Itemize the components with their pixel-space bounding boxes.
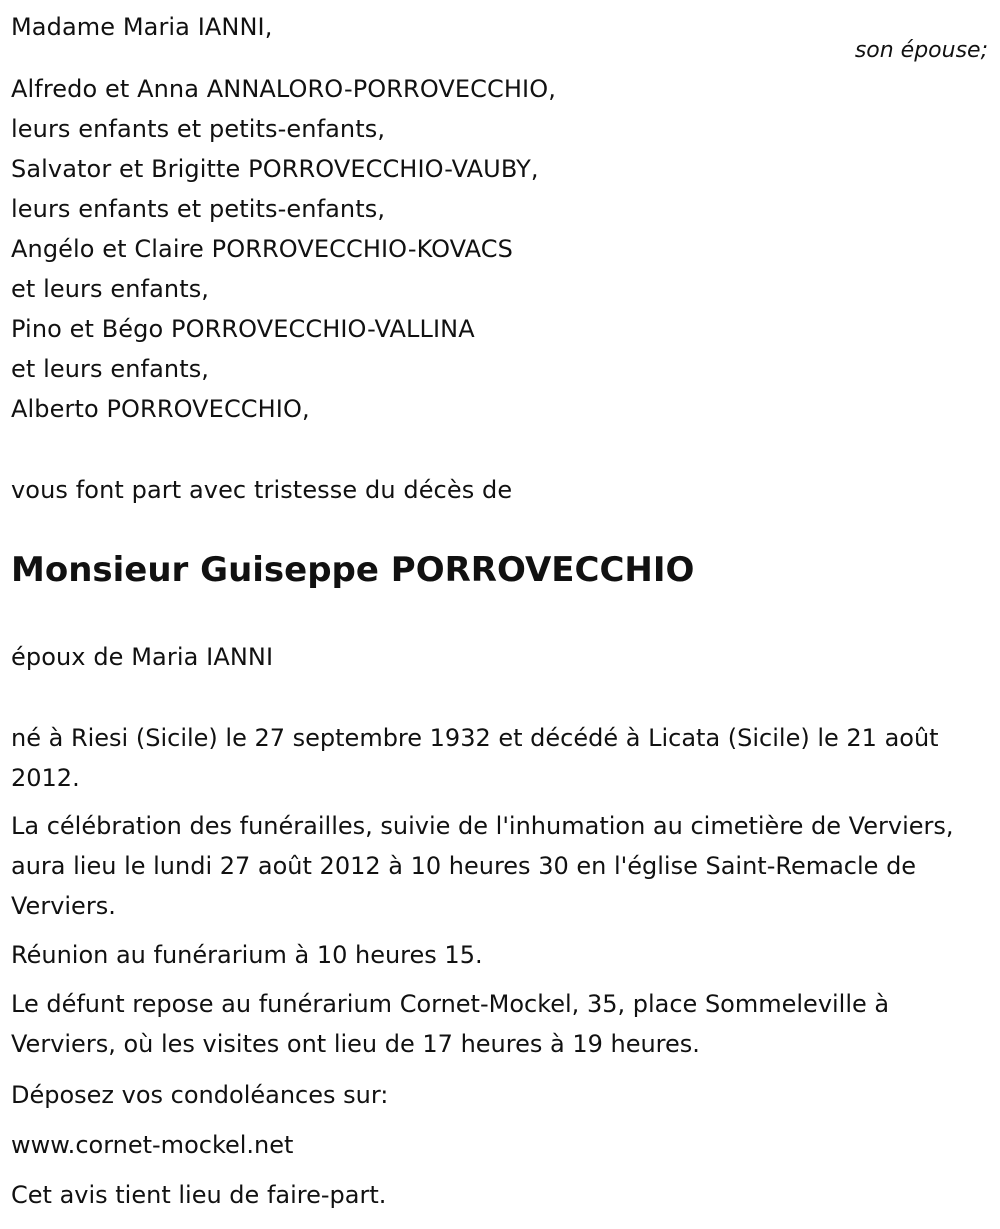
family-line: leurs enfants et petits-enfants,	[11, 195, 386, 223]
visits-paragraph: Le défunt repose au funérarium Cornet-Mockel, 35, place Sommeleville à Verviers, où les visites ont lieu de 17 heures à 19 heures.	[11, 990, 890, 1058]
family-line: et leurs enfants,	[11, 355, 210, 383]
meeting-paragraph: Réunion au funérarium à 10 heures 15.	[11, 941, 483, 969]
funeral-paragraph: La célébration des funérailles, suivie de l'inhumation au cimetière de Verviers, aura lieu le lundi 27 août 2012 à 10 heures 30 en l'église Saint-Remacle de Verviers.	[11, 812, 954, 920]
condolences-paragraph: Déposez vos condoléances sur:	[11, 1081, 389, 1109]
widow-name: Madame Maria IANNI,	[11, 13, 273, 41]
family-line: Pino et Bégo PORROVECCHIO-VALLINA	[11, 315, 475, 343]
widow-role-note: son épouse;	[854, 38, 988, 63]
spouse-of: époux de Maria IANNI	[11, 643, 274, 671]
family-line: Alfredo et Anna ANNALORO-PORROVECCHIO,	[11, 75, 556, 103]
family-line: leurs enfants et petits-enfants,	[11, 115, 386, 143]
family-line: et leurs enfants,	[11, 275, 210, 303]
notice-paragraph: Cet avis tient lieu de faire-part.	[11, 1181, 387, 1209]
family-line: Alberto PORROVECCHIO,	[11, 395, 310, 423]
deceased-name: Monsieur Guiseppe PORROVECCHIO	[11, 550, 695, 590]
family-line: Angélo et Claire PORROVECCHIO-KOVACS	[11, 235, 513, 263]
birth-death-paragraph: né à Riesi (Sicile) le 27 septembre 1932 et décédé à Licata (Sicile) le 21 août 2012.	[11, 724, 939, 792]
website-link[interactable]: www.cornet-mockel.net	[11, 1131, 294, 1159]
announcement-text: vous font part avec tristesse du décès de	[11, 476, 513, 504]
family-line: Salvator et Brigitte PORROVECCHIO-VAUBY,	[11, 155, 539, 183]
